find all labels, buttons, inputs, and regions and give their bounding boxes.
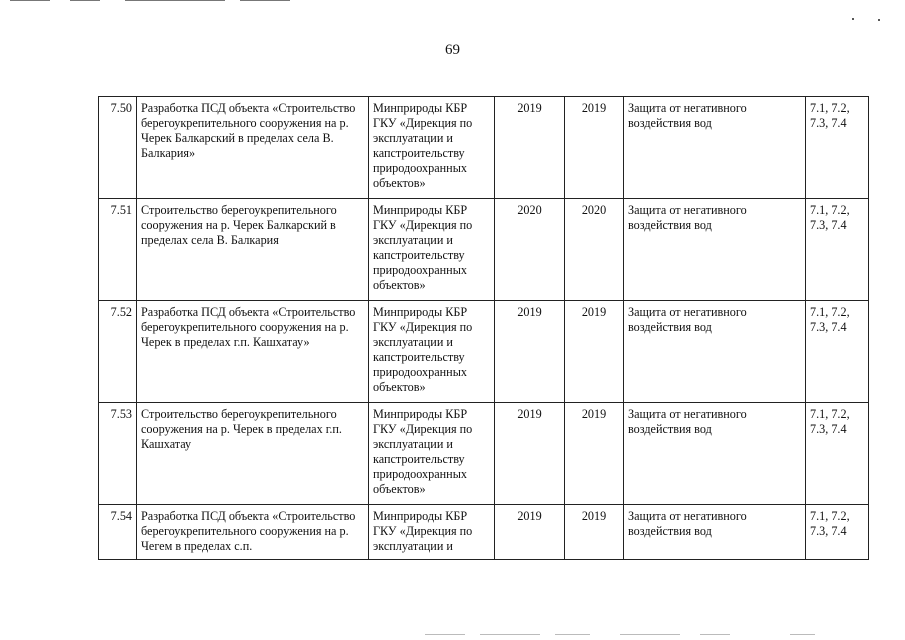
direction: Защита от негативного воздействия вод [624,403,806,505]
table-row [99,403,869,505]
responsible-executor: Минприроды КБР ГКУ «Дирекция по эксплуатации и [369,505,495,560]
scan-speck [852,18,854,20]
responsible-executor: Минприроды КБР ГКУ «Дирекция по эксплуатации и капстроительству природоохранных объектов» [369,97,495,199]
start-year: 2019 [495,301,565,403]
measure-name: Разработка ПСД объекта «Строительство берегоукрепительного сооружения на р. Черек в пределах г.п. Кашхатау» [137,301,369,403]
direction: Защита от негативного воздействия вод [624,97,806,199]
row-number: 7.53 [99,403,137,505]
measure-name: Разработка ПСД объекта «Строительство берегоукрепительного сооружения на р. Черек Балкарский в пределах села В. Балкария» [137,97,369,199]
table-row [99,505,869,560]
indicators: 7.1, 7.2, 7.3, 7.4 [806,199,869,301]
start-year: 2019 [495,403,565,505]
measure-name: Разработка ПСД объекта «Строительство берегоукрепительного сооружения на р. Чегем в пределах с.п. [137,505,369,560]
direction: Защита от негативного воздействия вод [624,199,806,301]
scan-top-edge-marks [0,0,905,10]
end-year: 2019 [565,403,624,505]
indicators: 7.1, 7.2, 7.3, 7.4 [806,505,869,560]
measure-name: Строительство берегоукрепительного сооружения на р. Черек Балкарский в пределах села В. Балкария [137,199,369,301]
table-row [99,301,869,403]
table-row [99,199,869,301]
responsible-executor: Минприроды КБР ГКУ «Дирекция по эксплуатации и капстроительству природоохранных объектов» [369,403,495,505]
indicators: 7.1, 7.2, 7.3, 7.4 [806,403,869,505]
direction: Защита от негативного воздействия вод [624,301,806,403]
table-row [99,97,869,199]
indicators: 7.1, 7.2, 7.3, 7.4 [806,97,869,199]
page-number: 69 [445,42,460,58]
end-year: 2019 [565,301,624,403]
indicators: 7.1, 7.2, 7.3, 7.4 [806,301,869,403]
direction: Защита от негативного воздействия вод [624,505,806,560]
scan-speck [878,19,880,21]
start-year: 2019 [495,505,565,560]
responsible-executor: Минприроды КБР ГКУ «Дирекция по эксплуатации и капстроительству природоохранных объектов» [369,199,495,301]
row-number: 7.51 [99,199,137,301]
row-number: 7.52 [99,301,137,403]
row-number: 7.54 [99,505,137,560]
responsible-executor: Минприроды КБР ГКУ «Дирекция по эксплуатации и капстроительству природоохранных объектов» [369,301,495,403]
end-year: 2019 [565,505,624,560]
measures-table [98,96,869,560]
row-number: 7.50 [99,97,137,199]
end-year: 2020 [565,199,624,301]
measure-name: Строительство берегоукрепительного сооружения на р. Черек в пределах г.п. Кашхатау [137,403,369,505]
scan-bottom-edge-marks [0,632,905,640]
end-year: 2019 [565,97,624,199]
start-year: 2019 [495,97,565,199]
start-year: 2020 [495,199,565,301]
